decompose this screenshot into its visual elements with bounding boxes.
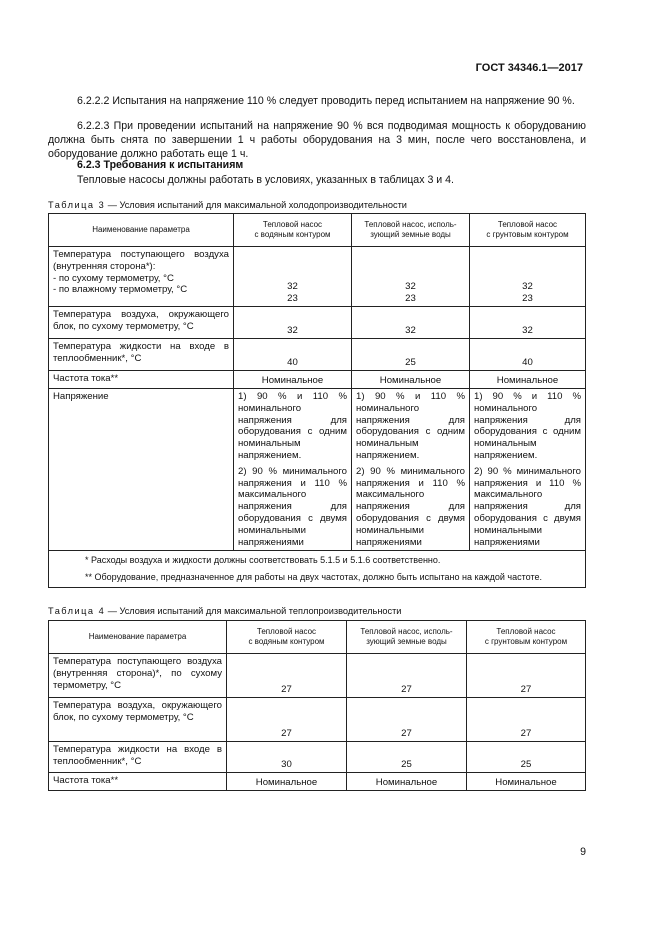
table-4-header-row (49, 621, 586, 654)
table-4-r3-col2: 25 (347, 742, 467, 773)
table-3-r5-col2: 1) 90 % и 110 % номинального напряжения для оборудования с одним номинальным напряжением. 2) 90 % минимального напряжения и 110 % максимального напряжения для оборудования с двумя номинальными напряжениями (352, 389, 470, 551)
table-row (49, 247, 586, 307)
table-3-header-ground-loop: Тепловой насос с грунтовым контуром (470, 214, 586, 247)
table-4-caption (48, 606, 401, 616)
table-row (49, 389, 586, 551)
table-row (49, 698, 586, 742)
table-row (49, 339, 586, 371)
paragraph-6-2-2-3: 6.2.2.3 При проведении испытаний на напряжение 90 % вся подводимая мощность к оборудованию должна быть снята по завершении 1 ч работы оборудования на 3 мин, после чего восстановлена, и оборудование должно работать еще 1 ч. (48, 120, 586, 161)
table-3 (48, 213, 586, 588)
table-3-header-water-loop: Тепловой насос с водяным контуром (234, 214, 352, 247)
table-3-footnotes (49, 551, 586, 588)
table-3-r1-col3: 32 23 (470, 247, 586, 307)
table-3-label: Таблица 3 (48, 200, 106, 210)
table-4-header-groundwater: Тепловой насос, исполь- зующий земные воды (347, 621, 467, 654)
table-3-r1-name: Температура поступающего воздуха (внутренняя сторона*): - по сухому термометру, °С - по влажному термометру, °С (49, 247, 234, 307)
table-3-title: — Условия испытаний для максимальной холодопроизводительности (105, 200, 407, 210)
table-4-r1-col2: 27 (347, 654, 467, 698)
page-number: 9 (580, 846, 586, 858)
table-3-r1-col2: 32 23 (352, 247, 470, 307)
table-4-title: — Условия испытаний для максимальной теплопроизводительности (105, 606, 402, 616)
table-3-header-groundwater: Тепловой насос, исполь- зующий земные воды (352, 214, 470, 247)
table-3-r4-col3: Номинальное (470, 371, 586, 389)
table-3-r3-col2: 25 (352, 339, 470, 371)
table-3-r3-col3: 40 (470, 339, 586, 371)
table-4-header-ground-loop: Тепловой насос с грунтовым контуром (467, 621, 586, 654)
table-3-r2-col1: 32 (234, 307, 352, 339)
standard-designation: ГОСТ 34346.1—2017 (475, 62, 583, 74)
table-3-footnote-2: ** Оборудование, предназначенное для работы на двух частотах, должно быть испытано на каждой частоте. (85, 572, 542, 583)
table-3-r5-col3: 1) 90 % и 110 % номинального напряжения для оборудования с одним номинальным напряжением. 2) 90 % минимального напряжения и 110 % максимального напряжения для оборудования с двумя номинальными напряжениями (470, 389, 586, 551)
table-3-r3-name: Температура жидкости на входе в теплообменник*, °С (49, 339, 234, 371)
table-3-r5-name: Напряжение (49, 389, 234, 551)
table-4 (48, 620, 586, 791)
table-4-r2-col1: 27 (227, 698, 347, 742)
table-4-r4-col2: Номинальное (347, 773, 467, 791)
table-3-r2-name: Температура воздуха, окружающего блок, по сухому термометру, °С (49, 307, 234, 339)
table-3-header-parameter: Наименование параметра (49, 214, 234, 247)
paragraph-6-2-2-2: 6.2.2.2 Испытания на напряжение 110 % следует проводить перед испытанием на напряжение 90 %. (77, 95, 575, 107)
table-4-header-parameter: Наименование параметра (49, 621, 227, 654)
table-3-footnotes-row (49, 551, 586, 588)
table-4-label: Таблица 4 (48, 606, 106, 616)
table-3-r3-col1: 40 (234, 339, 352, 371)
table-4-r2-name: Температура воздуха, окружающего блок, по сухому термометру, °С (49, 698, 227, 742)
section-heading-6-2-3: 6.2.3 Требования к испытаниям (77, 159, 244, 171)
table-3-r4-col2: Номинальное (352, 371, 470, 389)
table-4-r1-col1: 27 (227, 654, 347, 698)
table-3-r2-col3: 32 (470, 307, 586, 339)
paragraph-requirements: Тепловые насосы должны работать в условиях, указанных в таблицах 3 и 4. (77, 174, 454, 186)
table-3-footnote-1: * Расходы воздуха и жидкости должны соответствовать 5.1.5 и 5.1.6 соответственно. (85, 555, 441, 566)
table-row (49, 654, 586, 698)
table-3-r4-col1: Номинальное (234, 371, 352, 389)
table-row (49, 742, 586, 773)
table-4-r4-name: Частота тока** (49, 773, 227, 791)
table-row (49, 773, 586, 791)
table-row (49, 371, 586, 389)
table-row (49, 307, 586, 339)
table-3-r4-name: Частота тока** (49, 371, 234, 389)
table-3-r2-col2: 32 (352, 307, 470, 339)
table-3-r1-col1: 32 23 (234, 247, 352, 307)
table-4-r4-col3: Номинальное (467, 773, 586, 791)
table-3-r5-col1: 1) 90 % и 110 % номинального напряжения для оборудования с одним номинальным напряжением. 2) 90 % минимального напряжения и 110 % максимального напряжения для оборудования с двумя номинальными напряжениями (234, 389, 352, 551)
table-4-r1-name: Температура поступающего воздуха (внутренняя сторона)*, по сухому термометру, °С (49, 654, 227, 698)
table-4-r3-col1: 30 (227, 742, 347, 773)
table-4-r2-col3: 27 (467, 698, 586, 742)
table-3-caption (48, 200, 407, 210)
table-4-header-water-loop: Тепловой насос с водяным контуром (227, 621, 347, 654)
table-4-r3-name: Температура жидкости на входе в теплообменник*, °С (49, 742, 227, 773)
table-4-r1-col3: 27 (467, 654, 586, 698)
table-4-r4-col1: Номинальное (227, 773, 347, 791)
table-4-r3-col3: 25 (467, 742, 586, 773)
table-4-r2-col2: 27 (347, 698, 467, 742)
table-3-header-row (49, 214, 586, 247)
